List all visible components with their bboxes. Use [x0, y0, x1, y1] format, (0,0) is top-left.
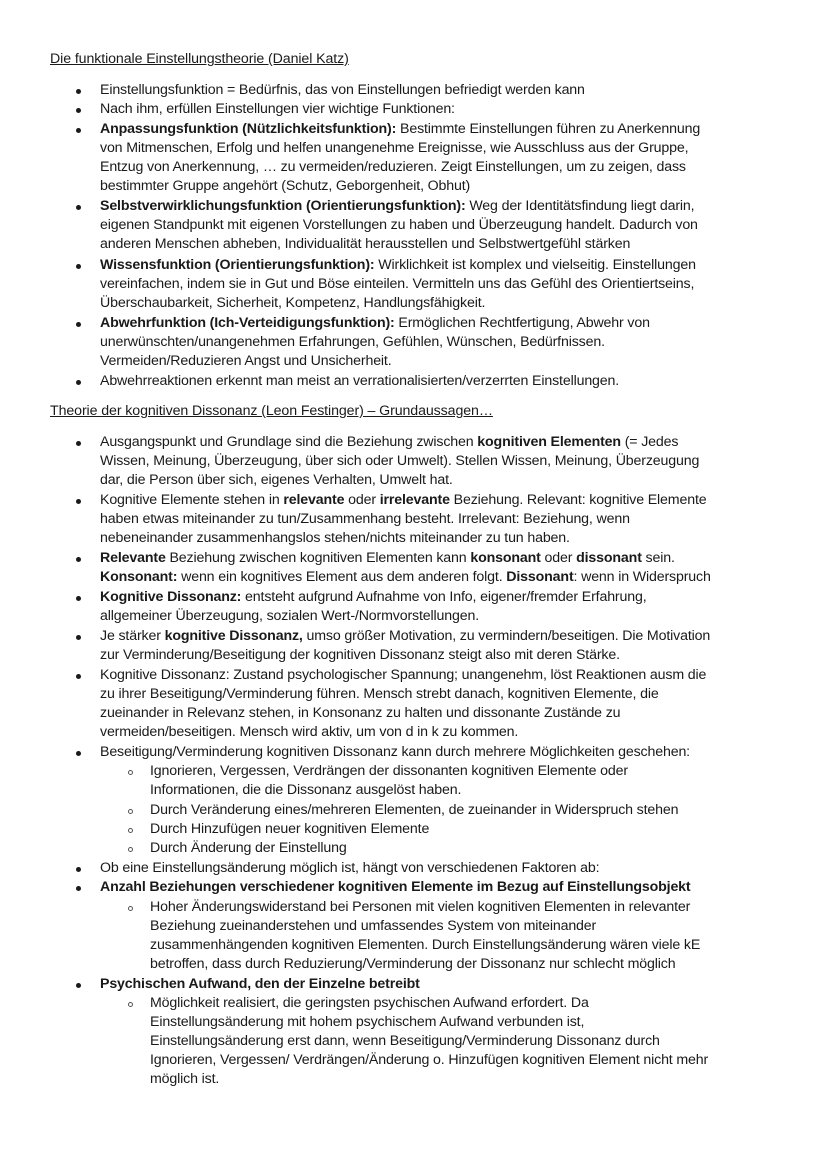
list-item: Ob eine Einstellungsänderung möglich ist, hängt von verschiedenen Faktoren ab:: [100, 860, 600, 876]
text: : wenn in Widerspruch: [573, 569, 711, 585]
section-heading-festinger: Theorie der kognitiven Dissonanz (Leon Festinger) – Grundaussagen…: [50, 403, 493, 419]
bullet-icon: [76, 380, 81, 385]
text: sein.: [641, 550, 675, 566]
sub-list-item: Hoher Änderungswiderstand bei Personen mit vielen kognitiven Elementen in relevanter: [150, 899, 691, 915]
text: Beziehung zwischen kognitiven Elementen kann: [165, 550, 471, 566]
list-item-cont: vereinfachen, indem sie in Gut und Böse einteilen. Vermitteln uns das Gefühl des Orientiertseins,: [100, 276, 695, 292]
term: Wissensfunktion (Orientierungsfunktion):: [100, 257, 375, 273]
sub-list-item-cont: Beziehung zueinanderstehen und umfassendes System von miteinander: [150, 918, 597, 934]
text: umso größer Motivation, zu vermindern/beseitigen. Die Motivation: [302, 628, 711, 644]
term: irrelevante: [379, 492, 450, 508]
list-item: [100, 314, 650, 332]
list-item-cont: zur Verminderung/Beseitigung der kognitiven Dissonanz steigt also mit deren Stärke.: [100, 647, 620, 663]
term: Konsonant:: [100, 569, 178, 585]
sub-list-item: Durch Hinzufügen neuer kognitiven Elemente: [150, 821, 430, 837]
bullet-icon: [76, 205, 81, 210]
bullet-icon: [76, 674, 81, 679]
list-item-cont: nebeneinander zusammenhangslos stehen/nichts miteinander zu tun haben.: [100, 530, 570, 546]
text: Beziehung. Relevant: kognitive Elemente: [449, 492, 707, 508]
sub-list-item: Ignorieren, Vergessen, Verdrängen der dissonanten kognitiven Elemente oder: [150, 763, 628, 779]
term: konsonant: [470, 550, 541, 566]
list-item-cont: zu ihrer Beseitigung/Verminderung führen. Mensch strebt danach, kognitiven Elemente, die: [100, 686, 659, 702]
list-item-cont: bestimmter Gruppe angehört (Schutz, Geborgenheit, Obhut): [100, 178, 471, 194]
bullet-icon: [76, 264, 81, 269]
text: oder: [540, 550, 577, 566]
sub-list-item: Durch Veränderung eines/mehreren Elementen, de zueinander in Widerspruch stehen: [150, 802, 679, 818]
list-item-cont: vermeiden/beseitigen. Mensch wird aktiv, um von d in k zu kommen.: [100, 724, 519, 740]
list-item-bold: Anzahl Beziehungen verschiedener kognitiven Elemente im Bezug auf Einstellungsobjekt: [100, 879, 691, 895]
list-item: [100, 197, 694, 215]
text: Ermöglichen Rechtfertigung, Abwehr von: [394, 315, 650, 331]
bullet-icon: [76, 557, 81, 562]
text: (= Jedes: [620, 434, 679, 450]
list-item-cont: eigenen Standpunkt mit eigenen Vorstellungen zu haben und Überzeugung handelt. Dadurch von: [100, 217, 698, 233]
sub-list-item-cont: Informationen, die die Dissonanz ausgelöst haben.: [150, 782, 462, 798]
list-item: [100, 120, 700, 138]
sub-list-item: Durch Änderung der Einstellung: [150, 840, 347, 856]
text: Bestimmte Einstellungen führen zu Anerkennung: [396, 121, 701, 137]
text: Wirklichkeit ist komplex und vielseitig. Einstellungen: [374, 257, 696, 273]
list-item-cont: Überschaubarkeit, Sicherheit, Kompetenz, Handlungsfähigkeit.: [100, 295, 486, 311]
text: wenn ein kognitives Element aus dem anderen folgt.: [177, 569, 507, 585]
bullet-icon: [76, 322, 81, 327]
sub-list-item-cont: möglich ist.: [150, 1071, 220, 1087]
bullet-icon: [76, 751, 81, 756]
bullet-icon: [76, 596, 81, 601]
sub-bullet-icon: [128, 809, 133, 814]
list-item: [100, 627, 710, 645]
text: Ausgangspunkt und Grundlage sind die Beziehung zwischen: [100, 434, 478, 450]
sub-list-item-cont: Einstellungsänderung mit hohem psychischem Aufwand verbunden ist,: [150, 1014, 585, 1030]
list-item-cont: anderen Menschen abheben, Individualität herausstellen und Selbstwertgefühl stärken: [100, 236, 631, 252]
list-item-cont: [100, 568, 711, 586]
sub-list-item-cont: Ignorieren, Vergessen/ Verdrängen/Änderung o. Hinzufügen kognitiven Element nicht mehr: [150, 1052, 709, 1068]
list-item: Abwehrreaktionen erkennt man meist an verrationalisierten/verzerrten Einstellungen.: [100, 373, 620, 389]
list-item: [100, 433, 678, 451]
term: Selbstverwirklichungsfunktion (Orientierungsfunktion):: [100, 198, 466, 214]
term: kognitive Dissonanz,: [164, 628, 303, 644]
list-item-cont: unerwünschten/unangenehmen Erfahrungen, Gefühlen, Wünschen, Bedürfnissen.: [100, 334, 605, 350]
term: kognitiven Elementen: [477, 434, 621, 450]
term: Kognitive Dissonanz:: [100, 589, 242, 605]
list-item-cont: dar, die Person über sich, eigenes Verhalten, Umwelt hat.: [100, 472, 453, 488]
list-item: [100, 491, 706, 509]
sub-bullet-icon: [128, 828, 133, 833]
list-item: [100, 256, 696, 274]
text: entsteht aufgrund Aufnahme von Info, eigener/fremder Erfahrung,: [241, 589, 647, 605]
term: Dissonant: [506, 569, 574, 585]
text: Weg der Identitätsfindung liegt darin,: [465, 198, 695, 214]
bullet-icon: [76, 128, 81, 133]
list-item: [100, 549, 675, 567]
sub-list-item: Möglichkeit realisiert, die geringsten psychischen Aufwand erfordert. Da: [150, 995, 589, 1011]
bullet-icon: [76, 886, 81, 891]
list-item: [100, 588, 647, 606]
term: Anpassungsfunktion (Nützlichkeitsfunktion):: [100, 121, 397, 137]
term: relevante: [283, 492, 345, 508]
sub-list-item-cont: Einstellungsänderung erst dann, wenn Beseitigung/Verminderung Dissonanz durch: [150, 1033, 660, 1049]
text: Kognitive Elemente stehen in: [100, 492, 284, 508]
sub-bullet-icon: [128, 770, 133, 775]
bullet-icon: [76, 635, 81, 640]
sub-bullet-icon: [128, 1002, 133, 1007]
sub-bullet-icon: [128, 906, 133, 911]
list-item: Kognitive Dissonanz: Zustand psychologischer Spannung; unangenehm, löst Reaktionen ausm die: [100, 667, 707, 683]
list-item-cont: Vermeiden/Reduzieren Angst und Unsicherheit.: [100, 353, 392, 369]
sub-bullet-icon: [128, 847, 133, 852]
list-item-cont: zueinander in Relevanz stehen, in Konsonanz zu halten und dissonante Zustände zu: [100, 705, 621, 721]
bullet-icon: [76, 108, 81, 113]
term: Relevante: [100, 550, 166, 566]
list-item: Beseitigung/Verminderung kognitiven Dissonanz kann durch mehrere Möglichkeiten geschehen:: [100, 744, 690, 760]
term: Abwehrfunktion (Ich-Verteidigungsfunktion):: [100, 315, 395, 331]
text: oder: [344, 492, 380, 508]
section-heading-katz: Die funktionale Einstellungstheorie (Daniel Katz): [50, 51, 349, 67]
list-item-cont: haben etwas miteinander zu tun/Zusammenhang besteht. Irrelevant: Beziehung, wenn: [100, 511, 630, 527]
bullet-icon: [76, 499, 81, 504]
sub-list-item-cont: zusammenhängenden kognitiven Elementen. Durch Einstellungsänderung wären viele kE: [150, 937, 701, 953]
list-item-cont: allgemeiner Überzeugung, sozialen Wert-/Normvorstellungen.: [100, 608, 480, 624]
bullet-icon: [76, 89, 81, 94]
bullet-icon: [76, 983, 81, 988]
bullet-icon: [76, 441, 81, 446]
list-item-bold: Psychischen Aufwand, den der Einzelne betreibt: [100, 976, 420, 992]
list-item-cont: Entzug von Anerkennung, … zu vermeiden/reduzieren. Zeigt Einstellungen, um zu zeigen, dass: [100, 159, 686, 175]
list-item-cont: von Mitmenschen, Erfolg und helfen unangenehme Ereignisse, wie Ausschluss aus der Gruppe,: [100, 140, 689, 156]
list-item: Nach ihm, erfüllen Einstellungen vier wichtige Funktionen:: [100, 101, 455, 117]
bullet-icon: [76, 867, 81, 872]
term: dissonant: [576, 550, 642, 566]
list-item: Einstellungsfunktion = Bedürfnis, das von Einstellungen befriedigt werden kann: [100, 82, 585, 98]
text: Je stärker: [100, 628, 165, 644]
sub-list-item-cont: betroffen, dass durch Reduzierung/Verminderung der Dissonanz nur schlecht möglich: [150, 956, 676, 972]
list-item-cont: Wissen, Meinung, Überzeugung, über sich oder Umwelt). Stellen Wissen, Meinung, Überzeugung: [100, 453, 700, 469]
